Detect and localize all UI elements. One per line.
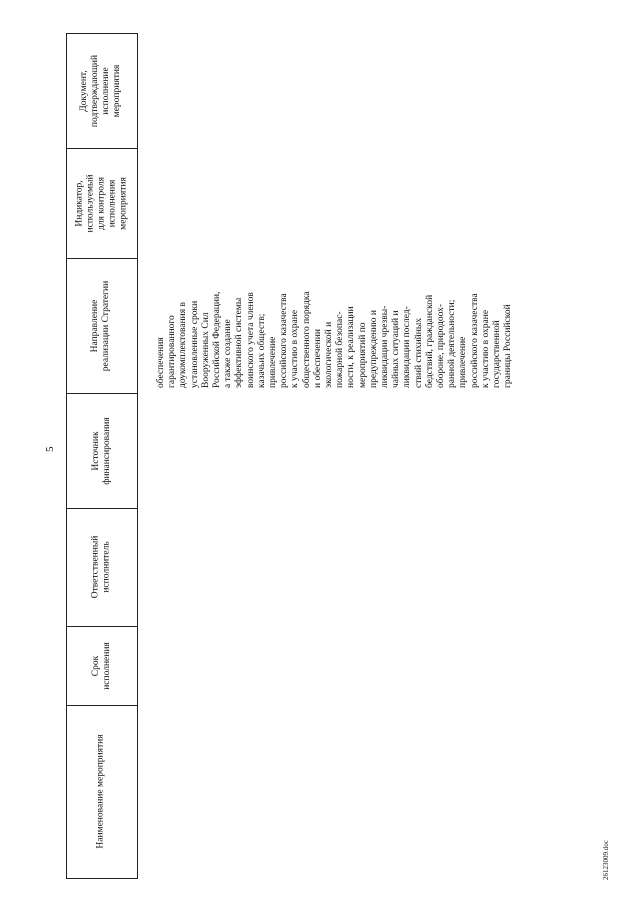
direction-text-line: гарантированного [167,315,178,388]
direction-text-line: Российской Федерации, [212,291,223,388]
direction-text-line: ности, к реализации [346,306,357,388]
header-cell-event-name [66,705,137,878]
direction-text-line: обороне, природоох- [436,303,447,388]
direction-text-line: воинского учета членов [245,292,256,388]
header-label: Наименование мероприятия [96,734,106,849]
table-header-bottom-border [137,33,138,879]
header-cell-deadline [66,626,137,705]
direction-text-line: привлечение [458,336,469,388]
direction-text-line: общественного порядка [301,291,312,388]
direction-text-line: установленные сроки [189,300,200,388]
strategy-direction-cell [156,258,514,388]
direction-text-line: эффективной системы [234,297,245,388]
header-cell-funding-source [66,393,137,508]
header-cell-document [66,33,137,148]
header-cell-responsible [66,508,137,626]
direction-text-line: доукомплектования в [178,302,189,388]
direction-text-line: российского казачества [469,293,480,388]
direction-text-line: казачьих обществ; [256,313,267,388]
document-id: 26123009.doc [602,840,610,880]
header-label: Срок исполнения [90,641,112,690]
direction-text-line: чайных ситуаций и [391,310,402,388]
page-number: 5 [44,446,56,452]
header-cell-indicator [66,148,137,258]
direction-text-line: и обеспечении [312,329,323,388]
direction-text-line: государственной [492,320,503,388]
direction-text-line: предупреждению и [368,310,379,388]
direction-text-line: ликвидации чрезвы- [380,305,391,388]
header-label: Источник финансирования [90,416,112,485]
direction-text-line: обеспечения [156,337,166,388]
header-label: Направление реализации Стратегии [90,280,112,371]
header-label: Документ, подтверждающий исполнение мероприятия [79,54,123,127]
header-label: Индикатор, используемый для контроля исполнения мероприятия [74,174,128,232]
header-cell-strategy-direction [66,258,137,393]
header-label: Ответственный исполнитель [90,535,112,599]
direction-text-line: к участию в охране [290,309,301,388]
direction-text-line: пожарной безопас- [335,311,346,388]
strategy-direction-text [156,258,515,388]
direction-text-line: российского казачества [279,293,290,388]
direction-text-line: ранной деятельности; [447,299,458,388]
direction-text-line: бедствий, гражданской [424,294,435,388]
direction-text-line: Вооруженных Сил [200,312,211,388]
table-border-left [66,878,137,879]
direction-text-line: мероприятий по [357,322,368,388]
direction-text-line: к участию в охране [480,309,491,388]
direction-text-line: ликвидации послед- [402,306,413,388]
direction-text-line: привлечение [268,336,279,388]
direction-text-line: ствий стихийных [413,318,424,388]
direction-text-line: границы Российской [503,304,514,388]
direction-text-line: экологической и [324,321,335,388]
direction-text-line: а также создание [223,319,234,388]
